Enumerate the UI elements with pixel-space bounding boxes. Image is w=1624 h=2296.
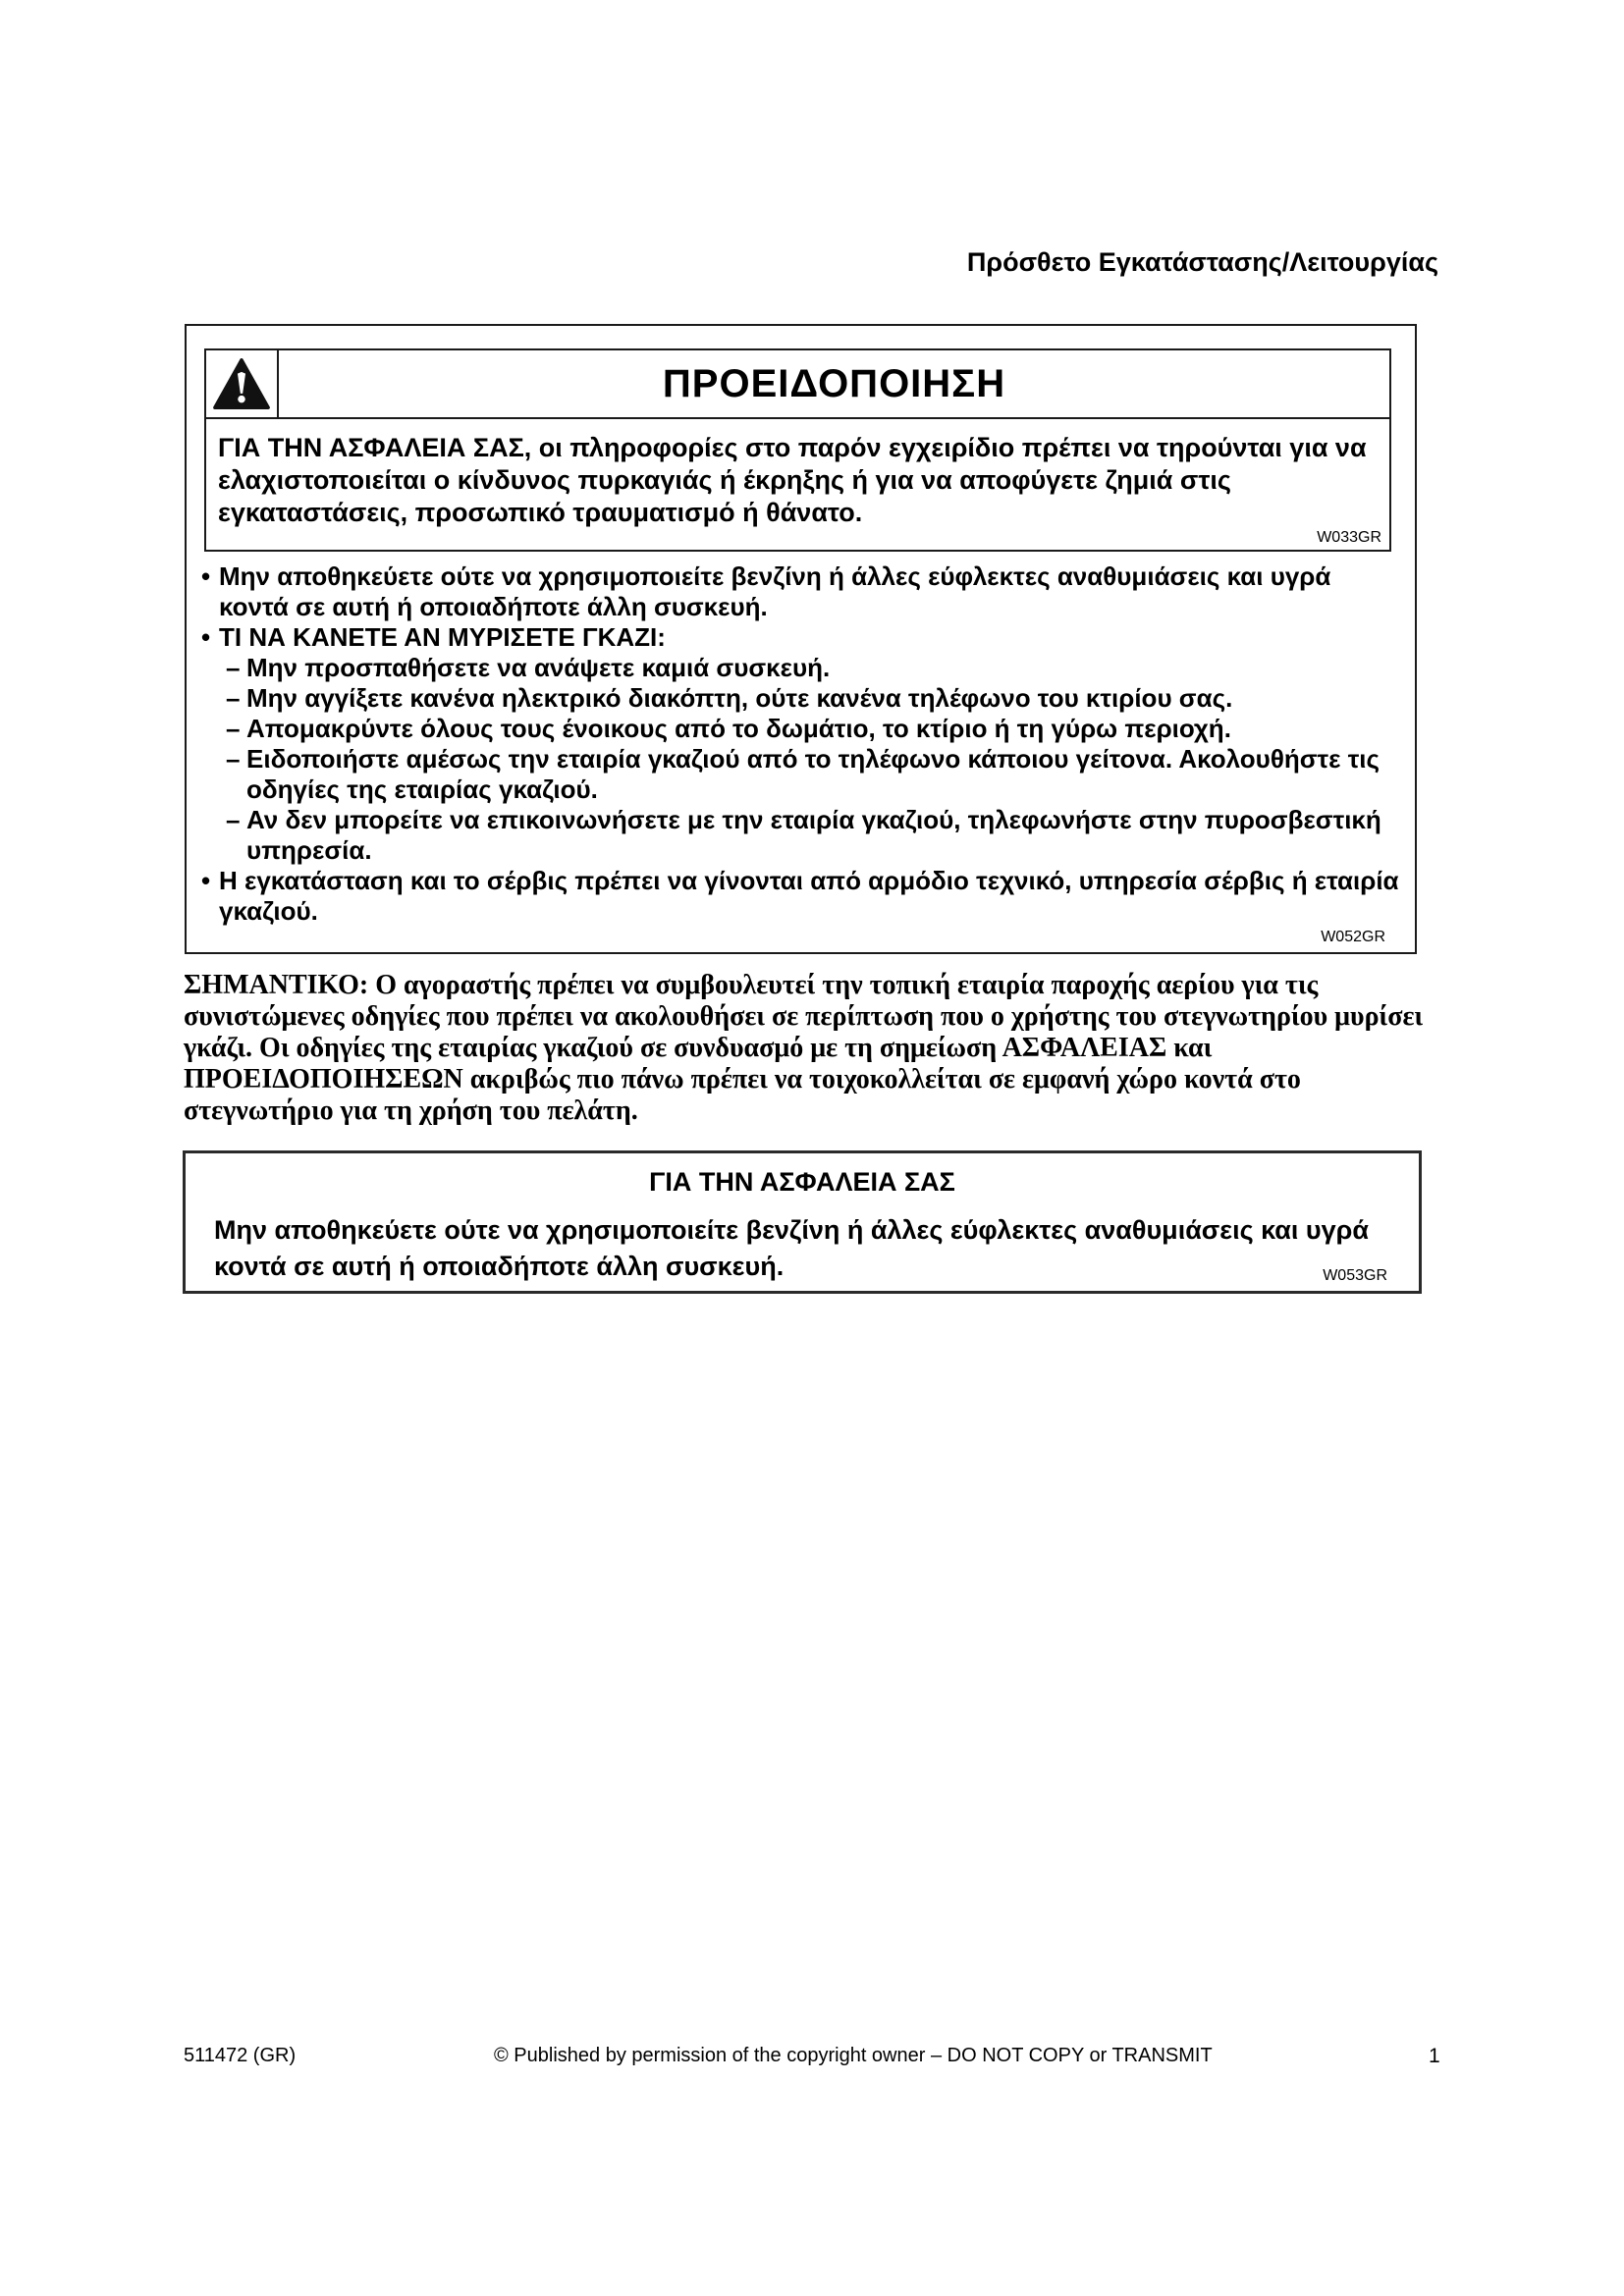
important-note: ΣΗΜΑΝΤΙΚΟ: Ο αγοραστής πρέπει να συμβουλευτεί την τοπική εταιρία παροχής αερίου για τις συνιστώμενες οδηγίες που πρέπει να ακολουθήσει σε περίπτωση που ο χρήστης του στεγνωτηρίου μυρίσει γκάζι. Οι οδηγίες της εταιρίας γκαζιού σε συνδυασμό με τη σημείωση ΑΣΦΑΛΕΙΑΣ και ΠΡΟΕΙΔΟΠΟΙΗΣΕΩΝ ακριβώς πιο πάνω πρέπει να τοιχοκολλείται σε εμφανή χώρο κοντά στο στεγνωτήριο για τη χρήση του πελάτη.	[184, 970, 1424, 1126]
safety-box-body: Μην αποθηκεύετε ούτε να χρησιμοποιείτε βενζίνη ή άλλες εύφλεκτες αναθυμιάσεις και υγρά κοντά σε αυτή ή οποιαδήποτε άλλη συσκευή.	[214, 1215, 1369, 1281]
warning-intro-code: W033GR	[1317, 529, 1381, 546]
bullet-text: Μην αποθηκεύετε ούτε να χρησιμοποιείτε βενζίνη ή άλλες εύφλεκτες αναθυμιάσεις και υγρά κοντά σε αυτή ή οποιαδήποτε άλλη συσκευή.	[219, 561, 1331, 621]
bullet-text: ΤΙ ΝΑ ΚΑΝΕΤΕ ΑΝ ΜΥΡΙΣΕΤΕ ΓΚΑΖΙ:	[219, 622, 666, 652]
sub-list-item	[226, 714, 1399, 744]
dash-icon: –	[226, 683, 241, 713]
warning-bullets-code: W052GR	[1321, 929, 1385, 945]
warning-header-panel	[204, 348, 1391, 552]
footer-part-number: 511472 (GR)	[184, 2045, 297, 2066]
warning-title: ΠΡΟΕΙΔΟΠΟΙΗΣΗ	[662, 361, 1006, 405]
sub-bullet-text: Ειδοποιήστε αμέσως την εταιρία γκαζιού από το τηλέφωνο κάποιου γείτονα. Ακολουθήστε τις οδηγίες της εταιρίας γκαζιού.	[246, 744, 1380, 804]
sub-list-item	[226, 805, 1399, 866]
bullet-icon: •	[201, 561, 211, 591]
warning-triangle-icon	[213, 358, 270, 409]
sub-list-item	[226, 744, 1399, 805]
dash-icon: –	[226, 744, 241, 774]
warning-box	[185, 324, 1417, 954]
sub-bullet-text: Μην αγγίξετε κανένα ηλεκτρικό διακόπτη, ούτε κανένα τηλέφωνο του κτιρίου σας.	[246, 683, 1233, 713]
page-header-title: Πρόσθετο Εγκατάστασης/Λειτουργίας	[966, 247, 1438, 277]
footer-copyright: © Published by permission of the copyright owner – DO NOT COPY or TRANSMIT	[494, 2045, 1213, 2066]
safety-box-title: ΓΙΑ ΤΗΝ ΑΣΦΑΛΕΙΑ ΣΑΣ	[649, 1167, 955, 1197]
dash-icon: –	[226, 653, 241, 682]
bullet-icon: •	[201, 866, 211, 895]
bullet-content	[219, 866, 1399, 927]
sub-list-item	[226, 683, 1399, 714]
sub-bullet-text: Μην προσπαθήσετε να ανάψετε καμιά συσκευή.	[246, 653, 831, 682]
list-item	[201, 561, 1399, 622]
bullet-content	[219, 622, 1399, 866]
safety-box	[183, 1150, 1422, 1294]
list-item	[201, 622, 1399, 866]
sub-list-item	[226, 653, 1399, 683]
sub-bullet-text: Αν δεν μπορείτε να επικοινωνήσετε με την εταιρία γκαζιού, τηλεφωνήστε στην πυροσβεστική υπηρεσία.	[246, 805, 1381, 865]
footer-page-number: 1	[1429, 2045, 1440, 2067]
warning-bullet-list	[201, 561, 1399, 927]
bullet-icon: •	[201, 622, 211, 652]
warning-intro-text: ΓΙΑ ΤΗΝ ΑΣΦΑΛΕΙΑ ΣΑΣ, οι πληροφορίες στο παρόν εγχειρίδιο πρέπει να τηρούνται για να ελαχιστοποιείται ο κίνδυνος πυρκαγιάς ή έκρηξης ή για να αποφύγετε ζημιά στις εγκαταστάσεις, προσωπικό τραυματισμό ή θάνατο.	[218, 433, 1367, 527]
dash-icon: –	[226, 805, 241, 834]
warning-header-row	[206, 350, 1389, 419]
list-item	[201, 866, 1399, 927]
warning-icon-cell	[206, 350, 279, 417]
bullet-content	[219, 561, 1399, 622]
dash-icon: –	[226, 714, 241, 743]
safety-box-code: W053GR	[1323, 1267, 1387, 1284]
bullet-text: Η εγκατάσταση και το σέρβις πρέπει να γίνονται από αρμόδιο τεχνικό, υπηρεσία σέρβις ή εταιρία γκαζιού.	[219, 866, 1399, 926]
sub-bullet-text: Απομακρύντε όλους τους ένοικους από το δωμάτιο, το κτίριο ή τη γύρω περιοχή.	[246, 714, 1231, 743]
